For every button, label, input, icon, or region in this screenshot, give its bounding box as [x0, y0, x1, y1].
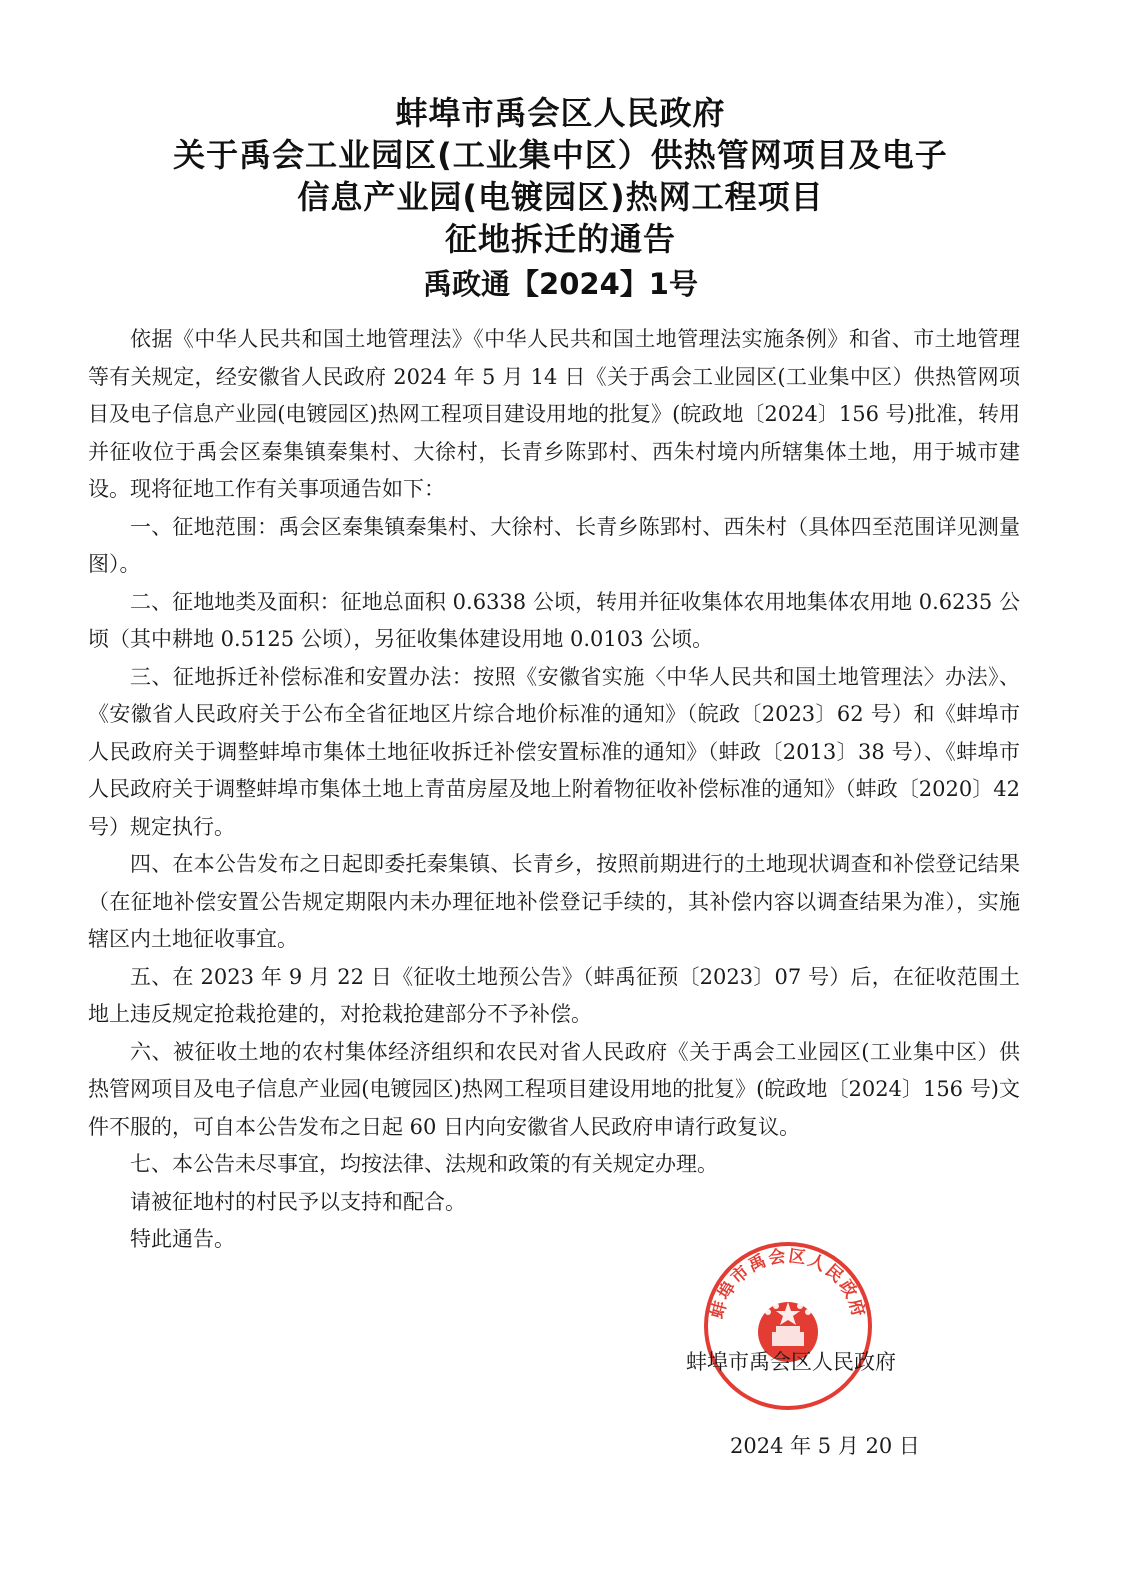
paragraph-illegal-construction: 五、在 2023 年 9 月 22 日《征收土地预公告》（蚌禹征预〔2023〕07 号）后，在征收范围土地上违反规定抢栽抢建的，对抢栽抢建部分不予补偿。 [88, 964, 1020, 1026]
title-line-1: 蚌埠市禹会区人民政府 [395, 94, 726, 132]
title-line-3: 信息产业园(电镀园区)热网工程项目 [297, 178, 824, 216]
official-seal-stamp [702, 1240, 874, 1412]
paragraph-closing: 特此通告。 [130, 1227, 235, 1251]
title-line-4: 征地拆迁的通告 [444, 220, 676, 258]
issue-date: 2024 年 5 月 20 日 [730, 1434, 920, 1458]
paragraph-intro: 依据《中华人民共和国土地管理法》《中华人民共和国土地管理法实施条例》和省、市土地管理等有关规定，经安徽省人民政府 2024 年 5 月 14 日《关于禹会工业园区(工业集中区）供热管网项目及电子信息产业园(电镀园区)热网工程项目建设用地的批复》(皖政地〔2024〕156 号)批准，转用并征收位于禹会区秦集镇秦集村、大徐村，长青乡陈郢村、西朱村境内所辖集体土地，用于城市建设。现将征地工作有关事项通告如下： [88, 327, 1020, 501]
document-body [88, 321, 1020, 1259]
title-line-2: 关于禹会工业园区(工业集中区）供热管网项目及电子 [173, 136, 948, 174]
seal-text: 蚌埠市禹会区人民政府 [707, 1246, 869, 1321]
paragraph-scope: 一、征地范围：禹会区秦集镇秦集村、大徐村、长青乡陈郢村、西朱村（具体四至范围详见测量图）。 [88, 514, 1020, 576]
paragraph-area: 二、征地地类及面积：征地总面积 0.6338 公顷，转用并征收集体农用地集体农用地 0.6235 公顷（其中耕地 0.5125 公顷），另征收集体建设用地 0.0103 公顷。 [88, 589, 1020, 651]
paragraph-review: 六、被征收土地的农村集体经济组织和农民对省人民政府《关于禹会工业园区(工业集中区）供热管网项目及电子信息产业园(电镀园区)热网工程项目建设用地的批复》(皖政地〔2024〕156 号)文件不服的，可自本公告发布之日起 60 日内向安徽省人民政府申请行政复议。 [88, 1039, 1020, 1139]
paragraph-support: 请被征地村的村民予以支持和配合。 [130, 1189, 466, 1214]
document-title [0, 92, 1121, 260]
paragraph-delegation: 四、在本公告发布之日起即委托秦集镇、长青乡，按照前期进行的土地现状调查和补偿登记结果（在征地补偿安置公告规定期限内未办理征地补偿登记手续的，其补偿内容以调查结果为准），实施辖区内土地征收事宜。 [88, 852, 1020, 951]
issuing-authority: 蚌埠市禹会区人民政府 [686, 1350, 896, 1374]
document-number: 禹政通【2024】1号 [423, 267, 698, 301]
paragraph-other: 七、本公告未尽事宜，均按法律、法规和政策的有关规定办理。 [130, 1152, 718, 1176]
paragraph-compensation: 三、征地拆迁补偿标准和安置办法：按照《安徽省实施〈中华人民共和国土地管理法〉办法》、《安徽省人民政府关于公布全省征地区片综合地价标准的通知》（皖政〔2023〕62 号）和《蚌埠市人民政府关于调整蚌埠市集体土地征收拆迁补偿安置标准的通知》（蚌政〔2013〕38 号）、《蚌埠市人民政府关于调整蚌埠市集体土地上青苗房屋及地上附着物征收补偿标准的通知》（蚌政〔2020〕42 号）规定执行。 [88, 664, 1020, 839]
